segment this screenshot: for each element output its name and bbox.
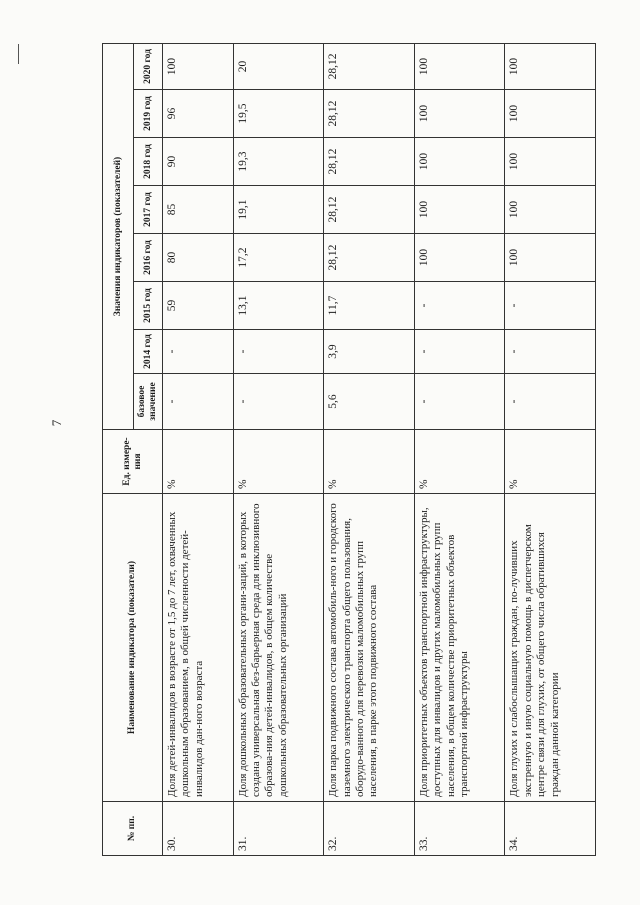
value-cell: 100 <box>505 186 596 234</box>
value-cell: 17,2 <box>233 234 324 282</box>
value-cell: 100 <box>414 138 505 186</box>
indicator-table-sheet <box>102 44 596 856</box>
value-cell: 11,7 <box>324 282 415 330</box>
value-cell: 100 <box>414 43 505 89</box>
base-value-cell: - <box>163 374 234 430</box>
value-cell: 100 <box>163 43 234 89</box>
value-cell: 90 <box>163 138 234 186</box>
value-cell: 100 <box>414 186 505 234</box>
value-cell: - <box>233 330 324 374</box>
row-number: 30. <box>163 802 234 856</box>
indicator-unit: % <box>414 430 505 494</box>
indicator-table <box>102 43 596 856</box>
value-cell: - <box>414 330 505 374</box>
header-year: 2015 год <box>134 282 163 330</box>
header-unit: Ед. измере- ния <box>103 430 163 494</box>
page-number: 7 <box>49 419 64 427</box>
value-cell: 96 <box>163 90 234 138</box>
value-cell: 80 <box>163 234 234 282</box>
value-cell: 19,5 <box>233 90 324 138</box>
header-year: 2020 год <box>134 43 163 89</box>
base-value-cell: 5,6 <box>324 374 415 430</box>
base-value-cell: - <box>414 374 505 430</box>
header-year: 2017 год <box>134 186 163 234</box>
value-cell: 100 <box>505 90 596 138</box>
table-row <box>233 43 324 855</box>
header-name: Наименование индикатора (показатели) <box>103 494 163 802</box>
row-number: 32. <box>324 802 415 856</box>
value-cell: 28,12 <box>324 234 415 282</box>
value-cell: 100 <box>414 90 505 138</box>
indicator-name: Доля дошкольных образовательных органи-заций, в которых создана универсальная без-барьерная среда для инклюзивного образова-ния детей-инвалидов, в общем количестве дошкольных образовательных организаций <box>233 494 324 802</box>
base-value-cell: - <box>233 374 324 430</box>
binder-mark <box>18 44 19 64</box>
value-cell: 3,9 <box>324 330 415 374</box>
indicator-unit: % <box>163 430 234 494</box>
base-value-cell: - <box>505 374 596 430</box>
value-cell: 13,1 <box>233 282 324 330</box>
value-cell: 19,1 <box>233 186 324 234</box>
indicator-unit: % <box>233 430 324 494</box>
table-row <box>505 43 596 855</box>
value-cell: 100 <box>414 234 505 282</box>
value-cell: 19,3 <box>233 138 324 186</box>
indicator-unit: % <box>505 430 596 494</box>
table-row <box>163 43 234 855</box>
header-values-group: Значения индикаторов (показателей) <box>103 43 134 429</box>
value-cell: 28,12 <box>324 138 415 186</box>
value-cell: 28,12 <box>324 43 415 89</box>
header-num: № пп. <box>103 802 163 856</box>
value-cell: 85 <box>163 186 234 234</box>
value-cell: 20 <box>233 43 324 89</box>
indicator-unit: % <box>324 430 415 494</box>
header-base-value: базовое значение <box>134 374 163 430</box>
value-cell: - <box>505 330 596 374</box>
value-cell: - <box>505 282 596 330</box>
value-cell: 100 <box>505 138 596 186</box>
value-cell: - <box>414 282 505 330</box>
header-year: 2018 год <box>134 138 163 186</box>
value-cell: 59 <box>163 282 234 330</box>
indicator-name: Доля детей-инвалидов в возрасте от 1,5 до 7 лет, охваченных дошкольным образованием, в общей численности детей-инвалидов дан-ного возраста <box>163 494 234 802</box>
table-row <box>324 43 415 855</box>
row-number: 34. <box>505 802 596 856</box>
indicator-name: Доля приоритетных объектов транспортной инфраструктуры, доступных для инвалидов и других маломобильных групп населения, в общем количестве приоритетных объектов транспортной инфраструктуры <box>414 494 505 802</box>
table-row <box>414 43 505 855</box>
header-year: 2019 год <box>134 90 163 138</box>
indicator-name: Доля глухих и слабослышащих граждан, по-лучивших экстренную и иную социальную помощь в диспетчерском центре связи для глухих, от общего числа обратившихся граждан данной категории <box>505 494 596 802</box>
value-cell: - <box>163 330 234 374</box>
header-year: 2016 год <box>134 234 163 282</box>
value-cell: 100 <box>505 43 596 89</box>
row-number: 33. <box>414 802 505 856</box>
row-number: 31. <box>233 802 324 856</box>
value-cell: 28,12 <box>324 186 415 234</box>
value-cell: 28,12 <box>324 90 415 138</box>
header-year: 2014 год <box>134 330 163 374</box>
value-cell: 100 <box>505 234 596 282</box>
indicator-name: Доля парка подвижного состава автомобиль-ного и городского наземного электрического транспорта общего пользования, оборудо-ванного для перевозки маломобильных групп населения, в парке этого подвижного состава <box>324 494 415 802</box>
